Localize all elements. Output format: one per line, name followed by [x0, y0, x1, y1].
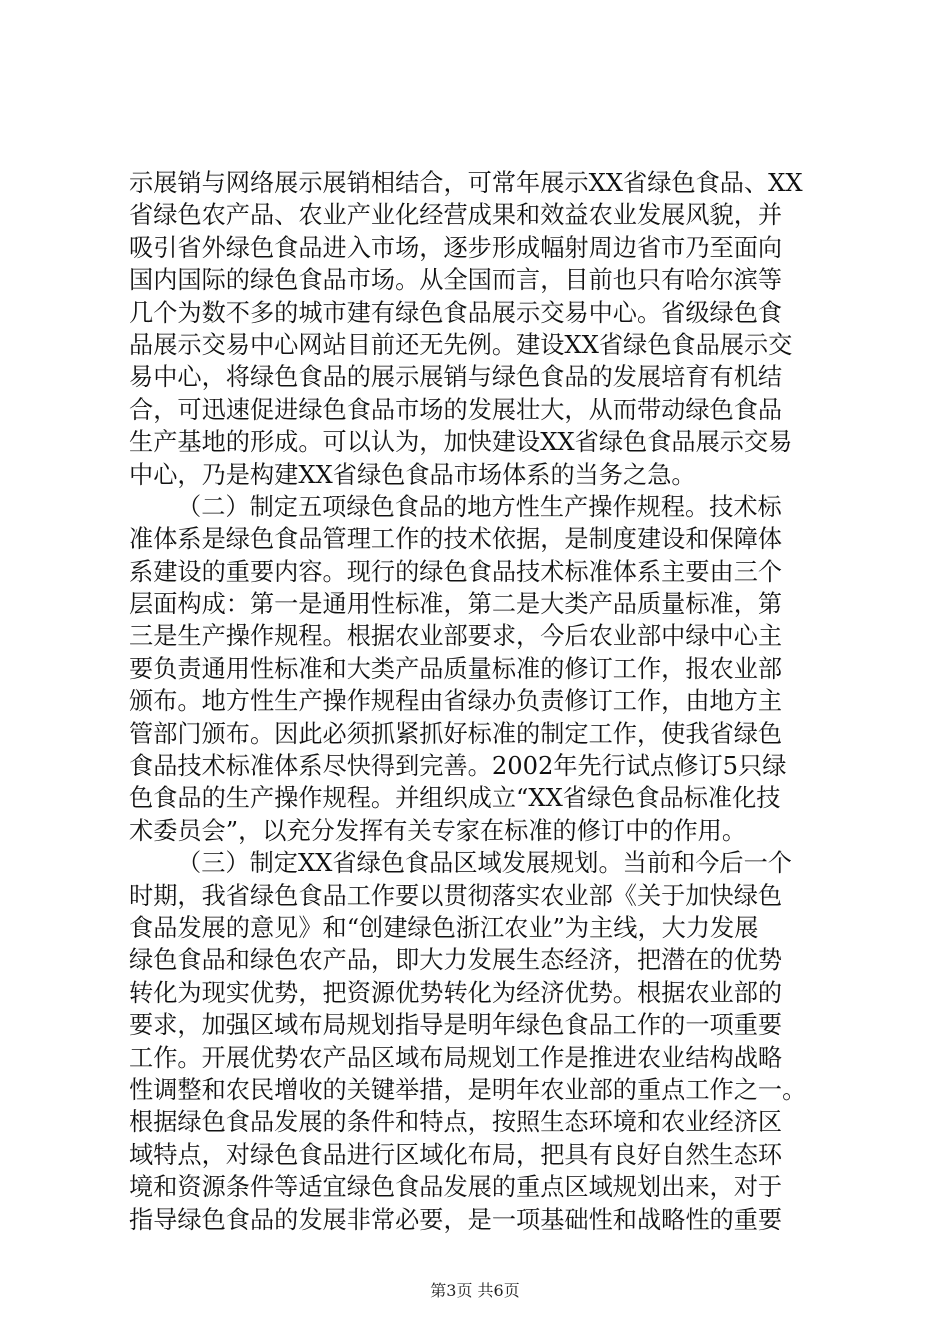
paragraph-line: 性调整和农民增收的关键举措，是明年农业部的重点工作之一。: [129, 1075, 807, 1104]
paragraph-3: [129, 847, 869, 1236]
paragraph-line: 时期，我省绿色食品工作要以贯彻落实农业部《关于加快绿色: [129, 881, 783, 910]
paragraph-line: 要负责通用性标准和大类产品质量标准的修订工作，报农业部: [129, 654, 783, 683]
paragraph-1: [129, 167, 869, 491]
paragraph-line: 要求，加强区域布局规划指导是明年绿色食品工作的一项重要: [129, 1011, 783, 1040]
paragraph-line: 易中心，将绿色食品的展示展销与绿色食品的发展培育有机结: [129, 363, 783, 392]
paragraph-line: 色食品的生产操作规程。并组织成立“XX省绿色食品标准化技: [129, 784, 781, 813]
paragraph-line: 颁布。地方性生产操作规程由省绿办负责修订工作，由地方主: [129, 687, 783, 716]
paragraph-line: 食品技术标准体系尽快得到完善。2002年先行试点修订5只绿: [129, 752, 787, 781]
paragraph-line: 转化为现实优势，把资源优势转化为经济优势。根据农业部的: [129, 978, 783, 1007]
paragraph-line: 系建设的重要内容。现行的绿色食品技术标准体系主要由三个: [129, 557, 783, 586]
paragraph-line: 层面构成：第一是通用性标准，第二是大类产品质量标准，第: [129, 590, 783, 619]
paragraph-line: 绿色食品和绿色农产品，即大力发展生态经济，把潜在的优势: [129, 946, 783, 975]
paragraph-line: 示展销与网络展示展销相结合，可常年展示XX省绿色食品、XX: [129, 169, 803, 197]
paragraph-line: 境和资源条件等适宜绿色食品发展的重点区域规划出来，对于: [129, 1173, 783, 1202]
paragraph-line: 吸引省外绿色食品进入市场，逐步形成幅射周边省市乃至面向: [129, 233, 783, 262]
paragraph-line: 指导绿色食品的发展非常必要，是一项基础性和战略性的重要: [129, 1205, 783, 1234]
paragraph-line: （二）制定五项绿色食品的地方性生产操作规程。技术标: [177, 492, 782, 521]
paragraph-line: 域特点，对绿色食品进行区域化布局，把具有良好自然生态环: [129, 1140, 783, 1169]
paragraph-line: 省绿色农产品、农业产业化经营成果和效益农业发展风貌，并: [129, 201, 783, 230]
paragraph-line: 品展示交易中心网站目前还无先例。建设XX省绿色食品展示交: [129, 330, 793, 359]
paragraph-line: 国内国际的绿色食品市场。从全国而言，目前也只有哈尔滨等: [129, 266, 783, 295]
paragraph-line: 食品发展的意见》和“创建绿色浙江农业”为主线，大力发展: [129, 913, 759, 942]
paragraph-line: 合，可迅速促进绿色食品市场的发展壮大，从而带动绿色食品: [129, 395, 783, 424]
page-number-footer: 第3页 共6页: [430, 1281, 520, 1300]
paragraph-2: [129, 491, 869, 847]
paragraph-line: 准体系是绿色食品管理工作的技术依据，是制度建设和保障体: [129, 525, 783, 554]
paragraph-line: 工作。开展优势农产品区域布局规划工作是推进农业结构战略: [129, 1043, 783, 1072]
paragraph-line: 三是生产操作规程。根据农业部要求，今后农业部中绿中心主: [129, 622, 783, 651]
document-body: [129, 167, 869, 1236]
paragraph-line: 根据绿色食品发展的条件和特点，按照生态环境和农业经济区: [129, 1108, 783, 1137]
paragraph-line: 几个为数不多的城市建有绿色食品展示交易中心。省级绿色食: [129, 298, 783, 327]
paragraph-line: （三）制定XX省绿色食品区域发展规划。当前和今后一个: [177, 849, 792, 878]
paragraph-line: 生产基地的形成。可以认为，加快建设XX省绿色食品展示交易: [129, 428, 793, 457]
paragraph-line: 术委员会”，以充分发挥有关专家在标准的修订中的作用。: [129, 816, 747, 845]
paragraph-line: 管部门颁布。因此必须抓紧抓好标准的制定工作，使我省绿色: [129, 719, 783, 748]
paragraph-line: 中心，乃是构建XX省绿色食品市场体系的当务之急。: [129, 460, 696, 489]
